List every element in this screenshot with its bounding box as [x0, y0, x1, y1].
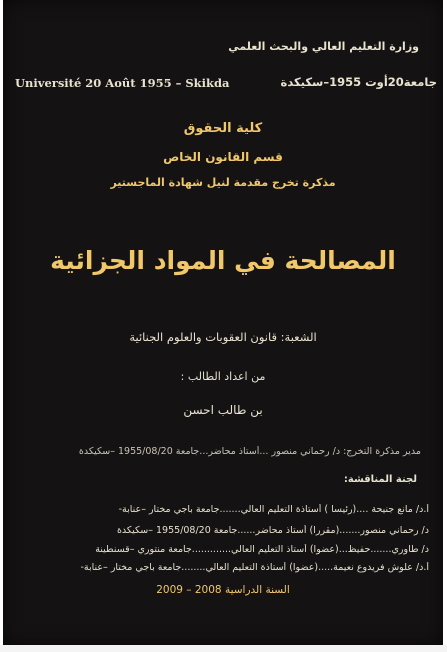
- prepared-by-label: من اعداد الطالب :: [180, 370, 266, 383]
- committee-member: أ.د/ مانع جنيحة ....(رئيسا ) أستاذة التعليم العالي.......جامعة باجي مختار –عنابة-: [118, 504, 429, 515]
- committee-member: د/ طاوري.......حفيظ...(عضوا) أستاذ التعليم العالي.............جامعة منتوري –قسنطينة: [95, 544, 429, 555]
- supervisor-line: مدير مذكرة التخرج: د/ رحماني منصور ...أستاذ محاضر...جامعة 1955/08/20 –سكيكدة: [78, 446, 421, 457]
- specialty-line: الشعبة: قانون العقوبات والعلوم الجنائية: [129, 330, 317, 344]
- committee-member: أ.د/ علوش فريدوع نعيمة.....(عضوا) أستاذة التعليم العالي........جامعة باجي مختار –عنابة-: [80, 562, 429, 573]
- thesis-cover: [3, 0, 443, 645]
- thesis-type: مذكرة تخرج مقدمة لنيل شهادة الماجستير: [110, 176, 336, 189]
- ministry-heading: وزارة التعليم العالي والبحث العلمي: [228, 40, 419, 53]
- academic-year: السنة الدراسية 2008 – 2009: [156, 584, 290, 596]
- student-name: بن طالب احسن: [183, 403, 263, 417]
- page-margin: [0, 645, 447, 652]
- university-name-ar: جامعة20أوت 1955–سكيكدة: [280, 75, 437, 89]
- thesis-title: المصالحة في المواد الجزائية: [50, 246, 396, 275]
- faculty-name: كلية الحقوق: [183, 121, 263, 136]
- university-name-fr: Université 20 Août 1955 – Skikda: [15, 76, 230, 90]
- committee-label: لجنة المناقشة:: [343, 474, 417, 485]
- committee-member: د/ رحماني منصور.......(مقررا) أستاذ محاضر......جامعة 1955/08/20 –سكيكدة: [116, 525, 429, 536]
- department-name: قسم القانون الخاص: [163, 150, 283, 164]
